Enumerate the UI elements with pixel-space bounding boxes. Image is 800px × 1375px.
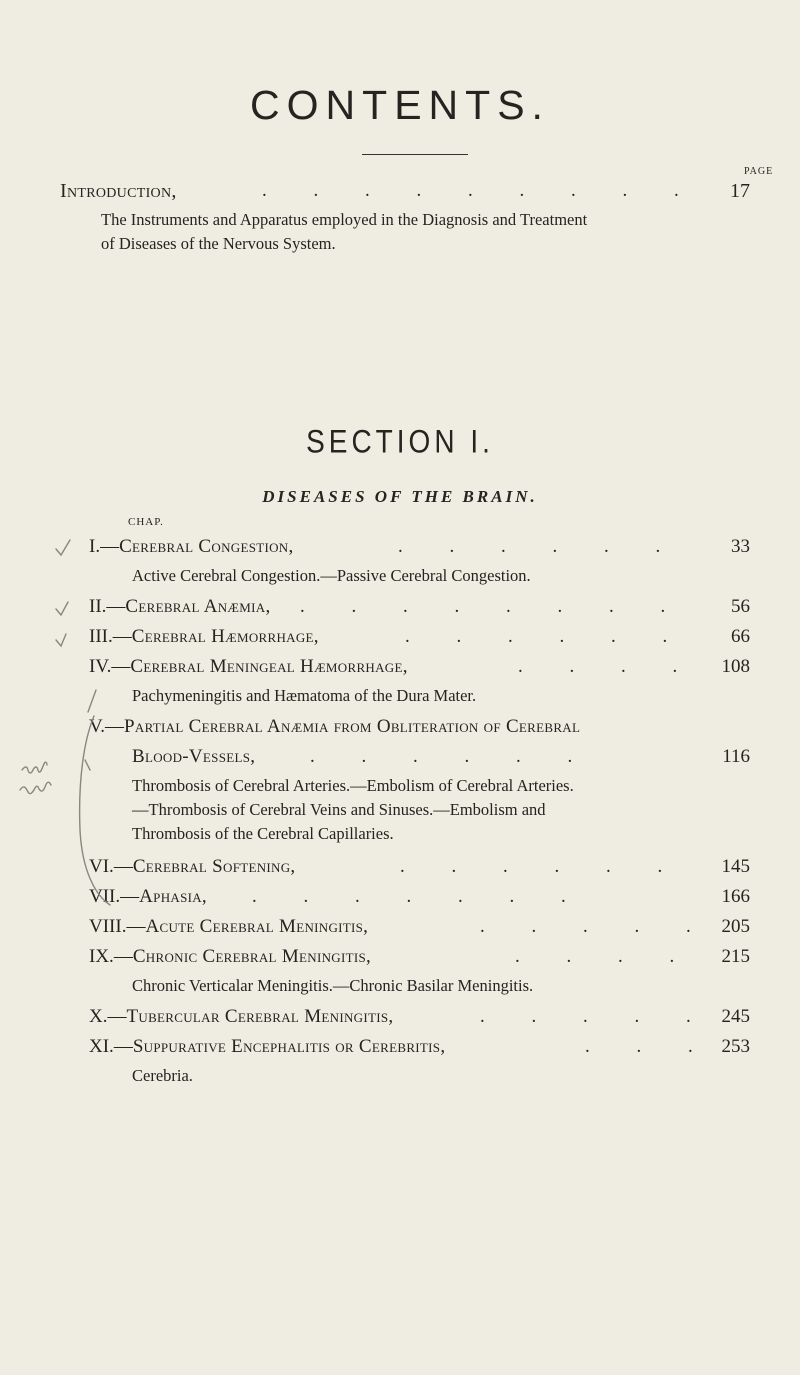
section-heading: SECTION I. [306, 423, 494, 460]
chapter-title: Acute Cerebral Meningitis, [145, 916, 369, 937]
chapter-subtopics: —Thrombosis of Cerebral Veins and Sinuses.—Embolism and [132, 800, 546, 819]
chapter-number: I. [89, 536, 101, 557]
chap-label: CHAP. [128, 516, 164, 528]
dot-leader: . . . . . . [405, 626, 689, 647]
chapter-entry: III.—Cerebral Hæmorrhage, [89, 626, 319, 647]
chapter-subtopics: Active Cerebral Congestion.—Passive Cerebral Congestion. [132, 566, 531, 585]
chapter-title: Cerebral Anæmia, [125, 596, 271, 617]
dot-leader: . . . . . . . . [300, 596, 687, 617]
chapter-title-continued: Blood-Vessels, [132, 746, 256, 767]
page-title: CONTENTS. [250, 82, 550, 128]
bracket-mark [80, 716, 110, 905]
chapter-page: 166 [721, 886, 750, 907]
chapter-entry: VII.—Aphasia, [89, 886, 207, 907]
chapter-entry: II.—Cerebral Anæmia, [89, 596, 271, 617]
chapter-title: Cerebral Hæmorrhage, [131, 626, 319, 647]
dot-leader: . . . . . . . . . [262, 180, 700, 201]
chapter-entry: IV.—Cerebral Meningeal Hæmorrhage, [89, 656, 408, 677]
chapter-number: VII. [89, 886, 121, 907]
page-column-label: PAGE [744, 166, 774, 177]
chapter-number: IX. [89, 946, 114, 967]
chapter-page: 253 [721, 1036, 750, 1057]
chapter-title: Chronic Cerebral Meningitis, [132, 946, 372, 967]
chapter-entry: IX.—Chronic Cerebral Meningitis, [89, 946, 372, 967]
chapter-number: VIII. [89, 916, 127, 937]
chapter-entry: VI.—Cerebral Softening, [89, 856, 296, 877]
checkmark-icon [56, 602, 68, 615]
dot-leader: . . . . . . [398, 536, 682, 557]
chapter-title: Aphasia, [139, 886, 207, 907]
chapter-entry: I.—Cerebral Congestion, [89, 536, 294, 557]
dot-leader: . . . . . . . [252, 886, 587, 907]
chapter-number: VI. [89, 856, 114, 877]
chapter-page: 145 [721, 856, 750, 877]
chapter-number: V. [89, 716, 106, 737]
chapter-page: 108 [721, 656, 750, 677]
chapter-page: 56 [731, 596, 750, 617]
chapter-title: Cerebral Meningeal Hæmorrhage, [130, 656, 408, 677]
chapter-entry: X.—Tubercular Cerebral Meningitis, [89, 1006, 394, 1027]
chapter-title: Cerebral Softening, [132, 856, 296, 877]
introduction-description: The Instruments and Apparatus employed in the Diagnosis and Treatment [101, 210, 588, 229]
chapter-entry: XI.—Suppurative Encephalitis or Cerebritis, [89, 1036, 446, 1057]
scribble-mark [85, 760, 90, 770]
chapter-number: XI. [89, 1036, 114, 1057]
chapter-number: IV. [89, 656, 112, 677]
section-subtitle: DISEASES OF THE BRAIN. [262, 487, 538, 506]
bracket-mark [88, 690, 96, 712]
chapter-subtopics: Thrombosis of Cerebral Arteries.—Embolism of Cerebral Arteries. [132, 776, 574, 795]
chapter-subtopics: Pachymeningitis and Hæmatoma of the Dura Mater. [132, 686, 477, 705]
checkmark-icon [56, 634, 66, 646]
chapter-entry: VIII.—Acute Cerebral Meningitis, [89, 916, 369, 937]
dot-leader: . . . . [518, 656, 699, 677]
dot-leader: . . . [585, 1036, 714, 1057]
dot-leader: . . . . . . [400, 856, 684, 877]
dot-leader: . . . . [515, 946, 696, 967]
chapter-entry: V.—Partial Cerebral Anæmia from Obliteration of Cerebral [89, 716, 581, 737]
chapter-page: 116 [722, 746, 750, 767]
introduction-description: of Diseases of the Nervous System. [101, 234, 336, 253]
scribble-mark [22, 762, 47, 773]
chapter-page: 33 [731, 536, 750, 557]
chapter-page: 205 [721, 916, 750, 937]
chapter-number: III. [89, 626, 113, 647]
chapter-title: Tubercular Cerebral Meningitis, [126, 1006, 394, 1027]
checkmark-icon [56, 540, 70, 555]
chapter-title: Cerebral Congestion, [119, 536, 294, 557]
chapter-subtopics: Cerebria. [132, 1066, 193, 1085]
chapter-subtopics: Thrombosis of the Cerebral Capillaries. [132, 824, 394, 843]
chapter-page: 245 [721, 1006, 750, 1027]
introduction-title: Introduction, [60, 180, 177, 202]
chapter-title: Suppurative Encephalitis or Cerebritis, [132, 1036, 446, 1057]
dot-leader: . . . . . . [310, 746, 594, 767]
introduction-page: 17 [730, 180, 750, 202]
chapter-page: 215 [721, 946, 750, 967]
chapter-page: 66 [731, 626, 750, 647]
chapter-title: Partial Cerebral Anæmia from Obliteration of Cerebral [124, 716, 581, 737]
chapter-subtopics: Chronic Verticalar Meningitis.—Chronic Basilar Meningitis. [132, 976, 534, 995]
dot-leader: . . . . . [480, 1006, 712, 1027]
chapter-number: II. [89, 596, 107, 617]
scribble-mark [20, 782, 51, 793]
dot-leader: . . . . . [480, 916, 712, 937]
chapter-number: X. [89, 1006, 108, 1027]
